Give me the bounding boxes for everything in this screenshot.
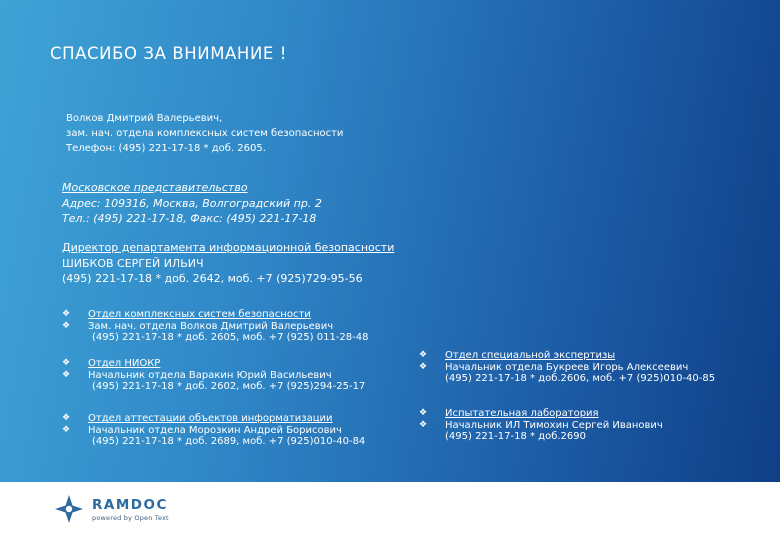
director-phones: (495) 221-17-18 * доб. 2642, моб. +7 (925)729-95-56 — [62, 272, 363, 285]
bullet-icon: ❖ — [62, 424, 71, 435]
director-name: ШИБКОВ СЕРГЕЙ ИЛЬИЧ — [62, 256, 204, 270]
department-phone: (495) 221-17-18 * доб.2606, моб. +7 (925)010-40-85 — [445, 373, 716, 384]
bullet-icon: ❖ — [62, 369, 71, 380]
bullet-icon: ❖ — [62, 413, 71, 423]
department-phone: (495) 221-17-18 * доб. 2602, моб. +7 (925)294-25-17 — [92, 381, 366, 392]
department-head: Начальник отдела Букреев Игорь Алексеевич — [445, 361, 689, 373]
bullet-icon: ❖ — [62, 309, 71, 319]
slide-title: СПАСИБО ЗА ВНИМАНИЕ ! — [50, 44, 287, 63]
office-address: Адрес: 109316, Москва, Волгоградский пр. 2 — [62, 196, 322, 210]
director-heading: Директор департамента информационной безопасности — [62, 241, 395, 254]
contact-name: Волков Дмитрий Валерьевич, — [66, 113, 223, 124]
contact-block — [66, 111, 343, 156]
department-head: Начальник отдела Морозкин Андрей Борисович — [88, 424, 342, 436]
office-phones: Тел.: (495) 221-17-18, Факс: (495) 221-17-18 — [62, 212, 317, 225]
department-item — [419, 408, 663, 443]
department-name: Испытательная лаборатория — [445, 408, 599, 419]
department-item — [62, 358, 365, 393]
department-name: Отдел аттестации объектов информатизации — [88, 413, 333, 424]
department-item — [62, 413, 365, 448]
department-item — [62, 309, 368, 344]
brand-name: RAMDOC — [92, 497, 168, 513]
ramdoc-star-logo-icon — [54, 494, 84, 524]
contact-phone: Телефон: (495) 221-17-18 * доб. 2605. — [66, 143, 266, 154]
director-block — [62, 240, 394, 287]
brand-tagline: powered by Open Text — [92, 514, 169, 522]
bullet-icon: ❖ — [62, 320, 71, 331]
department-name: Отдел комплексных систем безопасности — [88, 309, 311, 320]
bullet-icon: ❖ — [419, 408, 428, 418]
department-item — [419, 350, 715, 385]
department-head: Зам. нач. отдела Волков Дмитрий Валерьевич — [88, 320, 334, 332]
bullet-icon: ❖ — [419, 350, 428, 360]
department-name: Отдел специальной экспертизы — [445, 350, 616, 361]
department-phone: (495) 221-17-18 * доб.2690 — [445, 431, 587, 442]
department-head: Начальник ИЛ Тимохин Сергей Иванович — [445, 419, 663, 431]
department-phone: (495) 221-17-18 * доб. 2689, моб. +7 (925)010-40-84 — [92, 436, 366, 447]
bullet-icon: ❖ — [419, 361, 428, 372]
office-block — [62, 180, 322, 227]
department-head: Начальник отдела Варакин Юрий Васильевич — [88, 369, 332, 381]
bullet-icon: ❖ — [62, 358, 71, 368]
contact-position: зам. нач. отдела комплексных систем безопасности — [66, 128, 344, 139]
department-phone: (495) 221-17-18 * доб. 2605, моб. +7 (925) 011-28-48 — [92, 332, 369, 343]
department-name: Отдел НИОКР — [88, 358, 161, 369]
bullet-icon: ❖ — [419, 419, 428, 430]
office-heading: Московское представительство — [62, 181, 248, 194]
